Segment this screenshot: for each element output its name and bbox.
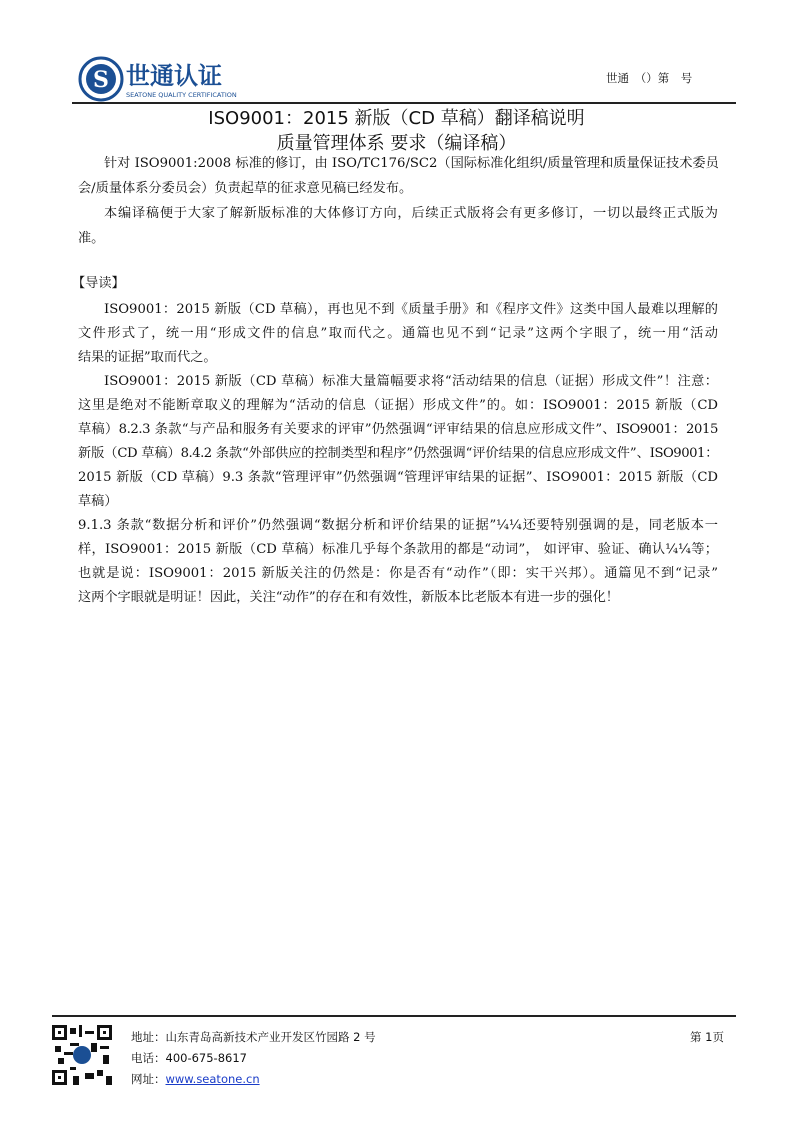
- svg-text:S: S: [93, 67, 109, 93]
- guide-heading: 【导读】: [72, 276, 125, 291]
- guide-line: 2015 新版（CD 草稿）9.3 条款“管理评审”仍然强调“管理评审结果的证据”、ISO9001：2015 新版（CD: [78, 470, 718, 485]
- guide-line: 草稿）: [78, 494, 118, 509]
- svg-text:SEATONE QUALITY CERTIFICATION: SEATONE QUALITY CERTIFICATION: [126, 91, 237, 99]
- guide-line: 新版（CD 草稿）8.4.2 条款“外部供应的控制类型和程序”仍然强调“评价结果的信息应形成文件”、ISO9001：: [78, 446, 718, 461]
- guide-line: ISO9001：2015 新版（CD 草稿）标准大量篇幅要求将“活动结果的信息（证据）形成文件”！注意：: [104, 374, 718, 389]
- footer-phone: 电话：400-675-8617: [131, 1051, 247, 1065]
- guide-line: 文件形式了，统一用“形成文件的信息”取而代之。通篇也见不到“记录”这两个字眼了，统一用“活动: [78, 326, 718, 341]
- intro-line: 针对 ISO9001:2008 标准的修订，由 ISO/TC176/SC2（国际标准化组织/质量管理和质量保证技术委员: [104, 156, 719, 171]
- footer-divider: [52, 1015, 736, 1017]
- footer-web-label: 网址：: [131, 1072, 166, 1086]
- intro-line: 本编译稿便于大家了解新版标准的大体修订方向，后续正式版将会有更多修订，一切以最终正式版为: [104, 206, 718, 221]
- guide-line: 样，ISO9001：2015 新版（CD 草稿）标准几乎每个条款用的都是“动词”， 如评审、验证、确认¼¼等；: [78, 542, 718, 557]
- website-link[interactable]: www.seatone.cn: [165, 1072, 260, 1086]
- title-line-2: 质量管理体系 要求（编译稿）: [276, 133, 517, 154]
- guide-line: 这里是绝对不能断章取义的理解为“活动的信息（证据）形成文件”的。如：ISO9001：2015 新版（CD: [78, 398, 718, 413]
- guide-line: 9.1.3 条款“数据分析和评价”仍然强调“数据分析和评价结果的证据”¼¼还要特别强调的是，同老版本一: [78, 518, 718, 533]
- qr-code: [52, 1025, 112, 1085]
- intro-line: 准。: [78, 231, 105, 246]
- guide-line: 草稿）8.2.3 条款“与产品和服务有关要求的评审”仍然强调“评审结果的信息应形成文件”、ISO9001：2015: [78, 422, 718, 437]
- guide-line: 这两个字眼就是明证！因此，关注“动作”的存在和有效性，新版本比老版本有进一步的强化！: [78, 590, 619, 605]
- guide-line: 也就是说：ISO9001：2015 新版关注的仍然是：你是否有“动作”（即：实干兴邦）。通篇见不到“记录”: [78, 566, 718, 581]
- seatone-logo: [78, 56, 248, 102]
- svg-text:世通认证: 世通认证: [126, 62, 222, 90]
- guide-line: ISO9001：2015 新版（CD 草稿），再也见不到《质量手册》和《程序文件》这类中国人最难以理解的: [104, 302, 718, 317]
- intro-line: 会/质量体系分委员会）负责起草的征求意见稿已经发布。: [78, 181, 413, 196]
- page-number: 第 1页: [690, 1030, 724, 1044]
- title-line-1: ISO9001：2015 新版（CD 草稿）翻译稿说明: [208, 108, 585, 129]
- document-number: 世通 （）第 号: [606, 71, 693, 85]
- guide-line: 结果的证据”取而代之。: [78, 350, 217, 365]
- footer-address: 地址：山东青岛高新技术产业开发区竹园路 2 号: [131, 1030, 376, 1044]
